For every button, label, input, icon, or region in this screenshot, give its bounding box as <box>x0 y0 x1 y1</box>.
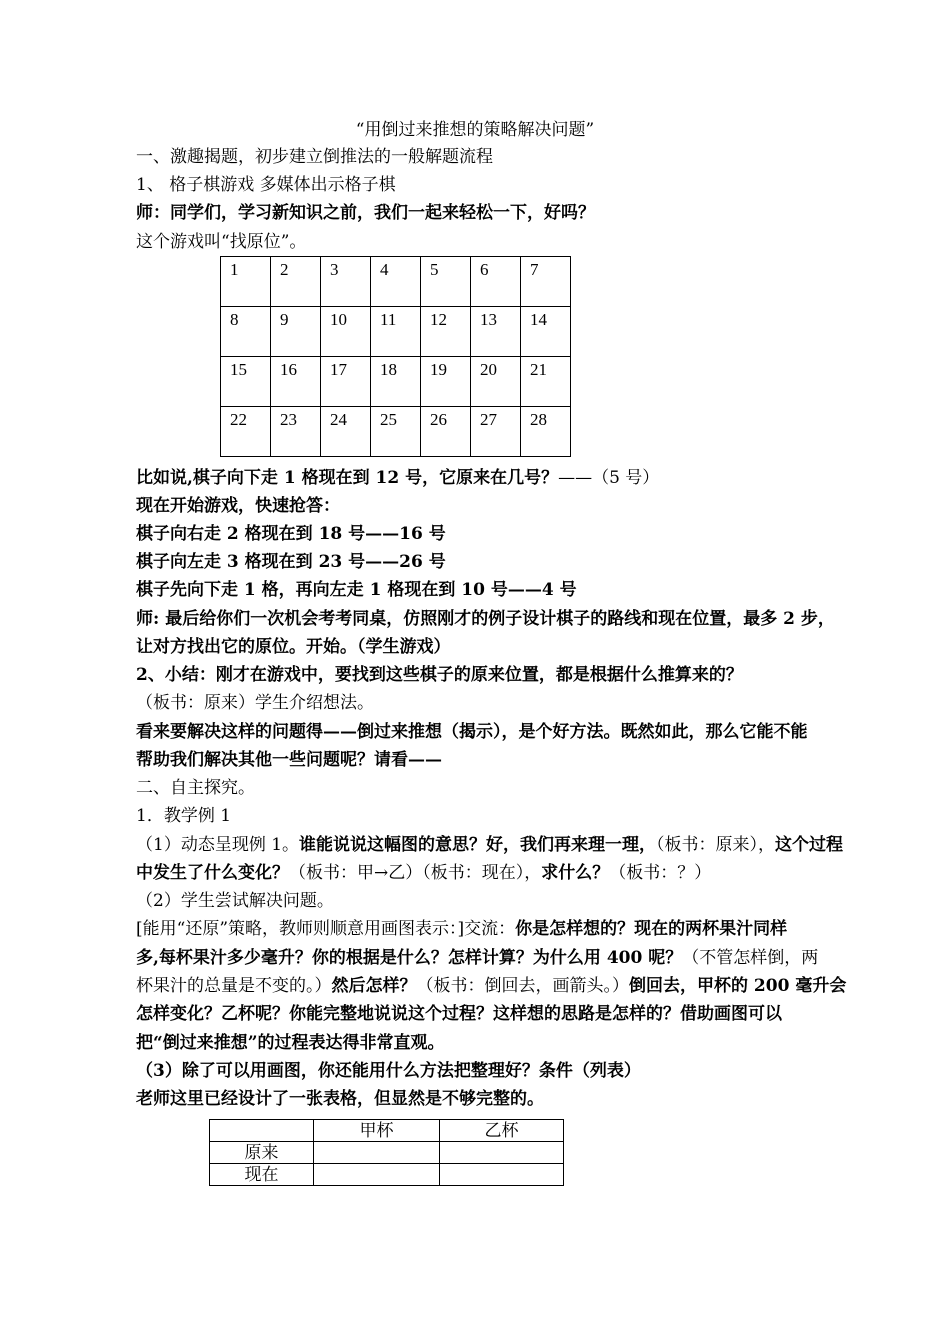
ask-question: 求什么？ <box>541 863 610 883</box>
grid-cell: 2 <box>271 257 321 307</box>
grid-cell: 20 <box>471 357 521 407</box>
grid-cell: 4 <box>371 257 421 307</box>
section-heading-1: 一、激趣揭题，初步建立倒推法的一般解题流程 <box>136 147 493 167</box>
teacher-line: 师：同学们，学习新知识之前，我们一起来轻松一下，好吗？ <box>136 203 595 223</box>
strategy-note: [能用“还原”策略，教师则顺意用画图表示：]交流： <box>136 919 516 939</box>
example-answer: ——（5 号） <box>558 468 660 488</box>
grid-cell: 1 <box>221 257 271 307</box>
table-header-cell: 乙杯 <box>440 1120 564 1142</box>
grid-cell: 27 <box>471 407 521 457</box>
step-1-question-cont: 这个过程 <box>775 835 844 855</box>
section-heading-2: 二、自主探究。 <box>136 778 255 798</box>
grid-cell: 13 <box>471 307 521 357</box>
table-row <box>210 1120 564 1142</box>
change-question: 中发生了什么变化？ <box>136 863 289 883</box>
strategy-line-3 <box>136 973 890 1000</box>
strategy-question-2: 多,每杯果汁多少毫升？你的根据是什么？怎样计算？为什么用 400 呢？ <box>136 948 683 968</box>
grid-cell: 19 <box>421 357 471 407</box>
teacher-instruction-line: 师: 最后给你们一次机会考考同桌，仿照刚才的例子设计棋子的路线和现在位置，最多 2 步， <box>136 609 835 629</box>
table-row-label: 现在 <box>210 1164 314 1186</box>
step-1-line <box>136 832 890 859</box>
table-row <box>221 407 571 457</box>
grid-cell: 10 <box>321 307 371 357</box>
board-note-line: （板书：原来）学生介绍想法。 <box>136 693 374 713</box>
table-cell <box>314 1164 440 1186</box>
grid-cell: 3 <box>321 257 371 307</box>
table-row <box>221 307 571 357</box>
grid-cell: 17 <box>321 357 371 407</box>
table-cell <box>440 1164 564 1186</box>
table-row-label: 原来 <box>210 1142 314 1164</box>
example-heading: 1．教学例 1 <box>136 806 232 826</box>
teacher-instruction-line-2: 让对方找出它的原位。开始。（学生游戏） <box>136 637 451 657</box>
reveal-line-2: 帮助我们解决其他一些问题呢？请看—— <box>136 750 442 770</box>
reveal-line: 看来要解决这样的问题得——倒过来推想（揭示），是个好方法。既然如此，那么它能不能 <box>136 722 808 742</box>
grid-cell: 26 <box>421 407 471 457</box>
table-intro-line: 老师这里已经设计了一张表格，但显然是不够完整的。 <box>136 1089 544 1109</box>
grid-cell: 25 <box>371 407 421 457</box>
summary-line: 2、小结：刚才在游戏中，要找到这些棋子的原来位置，都是根据什么推算来的？ <box>136 665 743 685</box>
question-line-3: 棋子先向下走 1 格，再向左走 1 格现在到 10 号——4 号 <box>136 580 577 600</box>
subheading-grid-game: 1、 格子棋游戏 多媒体出示格子棋 <box>136 175 396 195</box>
grid-cell: 5 <box>421 257 471 307</box>
question-line-2: 棋子向左走 3 格现在到 23 号——26 号 <box>136 552 446 572</box>
strategy-line <box>136 916 890 943</box>
juice-table <box>209 1119 564 1186</box>
strategy-line-4: 怎样变化？乙杯呢？你能完整地说说这个过程？这样想的思路是怎样的？借助画图可以 <box>136 1004 782 1024</box>
step-1-line-2 <box>136 860 890 887</box>
strategy-question-4: 倒回去，甲杯的 200 毫升会 <box>629 976 847 996</box>
number-grid <box>220 256 571 457</box>
table-row <box>221 357 571 407</box>
grid-cell: 16 <box>271 357 321 407</box>
grid-cell: 8 <box>221 307 271 357</box>
grid-cell: 15 <box>221 357 271 407</box>
board-note: （板书：倒回去，画箭头。） <box>416 976 629 996</box>
table-cell <box>314 1142 440 1164</box>
board-note: （板书：甲→乙）（板书：现在）， <box>289 863 542 883</box>
table-row <box>221 257 571 307</box>
board-note: （板书：？） <box>609 863 712 883</box>
board-note: （板书：原来）， <box>656 835 776 855</box>
grid-cell: 23 <box>271 407 321 457</box>
question-line-1: 棋子向右走 2 格现在到 18 号——16 号 <box>136 524 446 544</box>
table-cell <box>440 1142 564 1164</box>
grid-cell: 6 <box>471 257 521 307</box>
step-2-line: （2）学生尝试解决问题。 <box>136 891 334 911</box>
step-1-label: （1）动态呈现例 1。 <box>136 835 300 855</box>
table-row <box>210 1142 564 1164</box>
step-1-question: 谁能说说这幅图的意思？好，我们再来理一理， <box>299 835 657 855</box>
grid-cell: 24 <box>321 407 371 457</box>
strategy-line-2 <box>136 945 890 972</box>
game-name-line: 这个游戏叫“找原位”。 <box>136 232 307 252</box>
game-start-line: 现在开始游戏，快速抢答： <box>136 496 340 516</box>
strategy-line-5: 把“倒过来推想”的过程表达得非常直观。 <box>136 1033 445 1053</box>
grid-cell: 18 <box>371 357 421 407</box>
strategy-question-3: 然后怎样？ <box>331 976 417 996</box>
example-question: 比如说,棋子向下走 1 格现在到 12 号，它原来在几号？ <box>136 468 559 488</box>
strategy-note-2: （不管怎样倒，两 <box>682 948 819 968</box>
table-row <box>210 1164 564 1186</box>
grid-cell: 7 <box>521 257 571 307</box>
table-header-cell: 甲杯 <box>314 1120 440 1142</box>
grid-cell: 14 <box>521 307 571 357</box>
grid-cell: 22 <box>221 407 271 457</box>
strategy-question: 你是怎样想的？现在的两杯果汁同样 <box>515 919 788 939</box>
strategy-note-3: 杯果汁的总量是不变的。） <box>136 976 332 996</box>
step-3-line: （3）除了可以用画图，你还能用什么方法把整理好？条件（列表） <box>136 1061 641 1081</box>
grid-cell: 12 <box>421 307 471 357</box>
document-title: “用倒过来推想的策略解决问题” <box>355 120 595 140</box>
table-header-cell <box>210 1120 314 1142</box>
example-line <box>136 465 890 492</box>
grid-cell: 11 <box>371 307 421 357</box>
grid-cell: 28 <box>521 407 571 457</box>
grid-cell: 21 <box>521 357 571 407</box>
grid-cell: 9 <box>271 307 321 357</box>
